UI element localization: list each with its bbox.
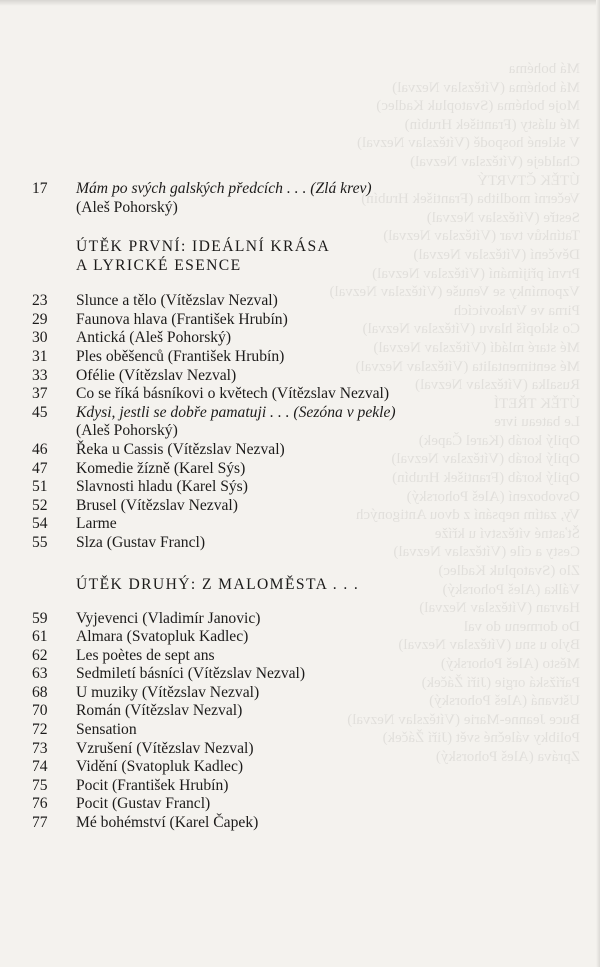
page-number: 70 xyxy=(32,702,48,720)
bleed-line: Sestře (Vítězslav Nezval) xyxy=(426,209,580,226)
entry-title: Co se říká básníkovi o květech (Vítězslav Nezval) xyxy=(76,385,390,403)
entry-title: Pocit (Gustav Francl) xyxy=(76,795,211,813)
toc-entry xyxy=(32,497,572,516)
entry-title: Larme xyxy=(76,515,117,533)
page-number: 17 xyxy=(32,180,48,197)
page-number: 74 xyxy=(32,758,48,776)
toc-entry xyxy=(32,740,572,759)
toc-entry xyxy=(32,180,572,199)
entry-title: Almara (Svatopluk Kadlec) xyxy=(76,628,249,646)
toc-entry xyxy=(32,292,572,311)
entry-title: U muziky (Vítězslav Nezval) xyxy=(76,683,260,701)
toc-entry xyxy=(32,478,572,497)
bleed-line: Má bohéma xyxy=(508,61,580,77)
toc-entry xyxy=(32,758,572,777)
page-number: 31 xyxy=(32,347,48,365)
bleed-line: Pařížská orgie (Jiří Žáček) xyxy=(421,674,580,691)
bleed-line: Večerní modlitba (František Hrubín) xyxy=(361,191,580,208)
section-heading: A LYRICKÉ ESENCE xyxy=(76,257,242,275)
spacer xyxy=(32,217,572,237)
spacer xyxy=(32,275,572,292)
entry-title: Mám po svých galských předcích . . . (Zlá krev) xyxy=(76,180,372,197)
bleed-line: Havran (Vítězslav Nezval) xyxy=(419,600,580,617)
toc-entry-continuation xyxy=(32,422,572,441)
page-number: 63 xyxy=(32,665,48,683)
bleed-line: Polibky válečné svět (Jiří Žáček) xyxy=(382,730,580,747)
toc-entry xyxy=(32,385,572,404)
toc-entry xyxy=(32,311,572,330)
page-number: 46 xyxy=(32,440,48,458)
bleed-line: Děvčení (Vítězslav Nezval) xyxy=(413,246,580,263)
bleed-line: Do dormenu do val xyxy=(463,618,580,635)
entry-title: Sensation xyxy=(76,721,137,739)
toc-entry xyxy=(32,795,572,814)
toc-entry xyxy=(32,665,572,684)
entry-title: Vzrušení (Vítězslav Nezval) xyxy=(76,739,254,757)
bleed-line: Mé sentimentalita (Vítězslav Nezval) xyxy=(355,358,580,375)
toc-entry xyxy=(32,329,572,348)
bleed-line: První přijímání (Vítězslav Nezval) xyxy=(372,265,580,282)
bleed-line: Vy, zatím nepsání z dvou Antigoných xyxy=(356,507,580,524)
toc-entry xyxy=(32,628,572,647)
entry-title: Faunova hlava (František Hrubín) xyxy=(76,310,288,328)
bleed-line: ÚTĚK ČTVRTÝ xyxy=(477,172,580,189)
page-number: 77 xyxy=(32,814,48,832)
entry-title: Slunce a tělo (Vítězslav Nezval) xyxy=(76,292,278,310)
bleed-line: ÚTĚK TŘETÍ xyxy=(494,395,580,412)
page-number: 52 xyxy=(32,496,48,514)
entry-title: Brusel (Vítězslav Nezval) xyxy=(76,496,238,514)
entry-title: Slza (Gustav Francl) xyxy=(76,533,206,551)
toc-entry-continuation xyxy=(32,199,572,218)
page-number: 68 xyxy=(32,683,48,701)
toc-entry xyxy=(32,814,572,833)
bleed-line: Má bohéma (Vítězslav Nezval) xyxy=(392,79,580,96)
page-number: 61 xyxy=(32,628,48,646)
page-number: 72 xyxy=(32,721,48,739)
bleed-line: Bylo u snu (Vítězslav Nezval) xyxy=(398,637,580,654)
entry-title: (Aleš Pohorský) xyxy=(76,198,178,216)
entry-title: Řeka u Cassis (Vítězslav Nezval) xyxy=(76,440,285,458)
page-number: 59 xyxy=(32,609,48,627)
entry-title: Ofélie (Vítězslav Nezval) xyxy=(76,366,237,384)
page-number: 54 xyxy=(32,515,48,533)
toc-entry xyxy=(32,460,572,479)
bleed-line: Pirna ve Vrakovicích xyxy=(453,302,580,319)
page-right-edge xyxy=(596,0,600,967)
table-of-contents xyxy=(32,180,572,833)
bleed-line: Opilý koráb (Karel Čapek) xyxy=(418,432,580,449)
toc-entry xyxy=(32,647,572,666)
bleed-line: Opilý koráb (Vítězslav Nezval) xyxy=(391,451,580,468)
page-number: 76 xyxy=(32,795,48,813)
bleed-line: Le bateau ivre xyxy=(494,414,580,431)
bleed-line: Tatínkův tvar (Vítězslav Nezval) xyxy=(383,228,580,245)
toc-entry xyxy=(32,367,572,386)
toc-entry xyxy=(32,534,572,553)
toc-entry xyxy=(32,610,572,629)
page-number: 55 xyxy=(32,533,48,551)
bleed-line: Mé ulásty (František Hrubín) xyxy=(404,116,580,133)
toc-entry xyxy=(32,721,572,740)
toc-entry xyxy=(32,684,572,703)
bleed-line: Cesty a cíle (Vítězslav Nezval) xyxy=(393,544,580,561)
bleed-line: V sklené hospodě (Vítězslav Nezval) xyxy=(357,135,580,152)
entry-title: Vidění (Svatopluk Kadlec) xyxy=(76,758,244,776)
page-number: 75 xyxy=(32,776,48,794)
page-number: 73 xyxy=(32,739,48,757)
section-heading: ÚTĚK PRVNÍ: IDEÁLNÍ KRÁSA xyxy=(76,238,331,256)
page-number: 62 xyxy=(32,646,48,664)
spacer xyxy=(32,594,572,610)
bleed-line: Co sklopíš hlavu (Vítězslav Nezval) xyxy=(362,321,580,338)
toc-entry xyxy=(32,404,572,423)
page-number: 51 xyxy=(32,478,48,496)
bleed-line: Šťastné vítězství u kříže xyxy=(434,525,580,542)
page-number: 37 xyxy=(32,385,48,403)
bleed-line: Zlo (Svatopluk Kadlec) xyxy=(438,563,580,580)
page-number: 29 xyxy=(32,310,48,328)
page-number: 33 xyxy=(32,366,48,384)
section-heading: ÚTĚK DRUHÝ: Z MALOMĚSTA . . . xyxy=(76,575,360,593)
bleed-line: Mé staré mládí (Vítězslav Nezval) xyxy=(373,339,580,356)
entry-title: Román (Vítězslav Nezval) xyxy=(76,702,243,720)
entry-title: Antická (Aleš Pohorský) xyxy=(76,329,232,347)
toc-entry xyxy=(32,702,572,721)
entry-title: Sedmiletí básníci (Vítězslav Nezval) xyxy=(76,665,306,683)
page-number: 47 xyxy=(32,459,48,477)
bleed-line: Opilý koráb (František Hrubín) xyxy=(392,470,580,487)
bleed-line: Zpráva (Aleš Pohorský) xyxy=(435,748,580,765)
entry-title: Pocit (František Hrubín) xyxy=(76,776,229,794)
entry-title: (Aleš Pohorský) xyxy=(76,422,178,440)
toc-entry xyxy=(32,348,572,367)
page-number: 23 xyxy=(32,292,48,310)
bleed-line: Vzpomínky se Venuše (Vítězslav Nezval) xyxy=(329,284,580,301)
bleed-line: Město (Aleš Pohorský) xyxy=(440,656,580,672)
page-top-edge xyxy=(0,0,600,6)
bleed-line: Válka (Aleš Pohorský) xyxy=(442,581,580,598)
bleed-line: Osvobození (Aleš Pohorský) xyxy=(406,488,580,505)
bleed-line: Rusalka (Vítězslav Nezval) xyxy=(415,377,580,394)
page-number: 30 xyxy=(32,329,48,347)
entry-title: Kdysi, jestli se dobře pamatuji . . . (Sezóna v pekle) xyxy=(76,403,396,421)
toc-entry xyxy=(32,777,572,796)
bleed-line: Buce Jeanne-Marie (Vítězslav Nezval) xyxy=(347,711,580,728)
bleed-line: Uštvaná (Aleš Pohorský) xyxy=(429,693,580,710)
entry-title: Ples oběšenců (František Hrubín) xyxy=(76,347,285,365)
entry-title: Komedie žízně (Karel Sýs) xyxy=(76,459,246,477)
entry-title: Slavnosti hladu (Karel Sýs) xyxy=(76,478,248,496)
entry-title: Vyjevenci (Vladimír Janovic) xyxy=(76,609,261,627)
spacer xyxy=(32,553,572,575)
entry-title: Les poètes de sept ans xyxy=(76,646,215,664)
toc-entry xyxy=(32,441,572,460)
page-number: 45 xyxy=(32,403,48,421)
entry-title: Mé bohémství (Karel Čapek) xyxy=(76,814,259,832)
bleed-line: Moje bohéma (Svatopluk Kadlec) xyxy=(376,98,580,115)
bleed-line: Chaldeje (Vítězslav Nezval) xyxy=(410,153,580,170)
toc-entry xyxy=(32,515,572,534)
